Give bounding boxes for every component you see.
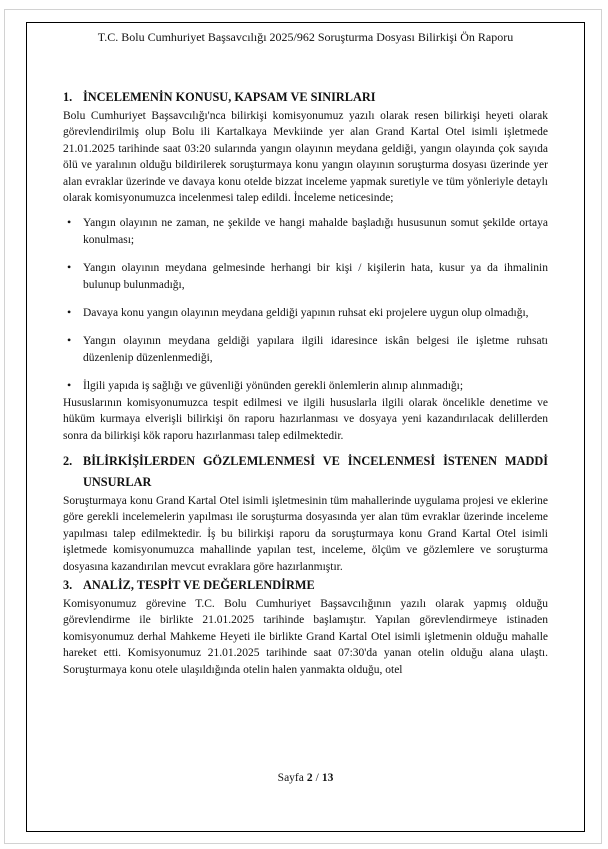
bullet-text: Yangın olayının meydana gelmesinde herhangi bir kişi / kişilerin hata, kusur ya da ihmalinin bulunup bulunmadığı,: [83, 262, 548, 291]
bullet-item: [63, 215, 548, 248]
section-1-bullet-list: [63, 215, 548, 394]
bullet-item: [63, 305, 548, 321]
section-3: [63, 575, 548, 678]
bullet-icon: •: [67, 305, 72, 320]
bullet-text: Davaya konu yangın olayının meydana geldiği yapının ruhsat eki projelere uygun olup olmadığı,: [83, 307, 529, 320]
section-1-title: İNCELEMENİN KONUSU, KAPSAM VE SINIRLARI: [83, 90, 376, 104]
page-footer: [27, 771, 584, 786]
footer-label: Sayfa: [277, 772, 304, 784]
section-1-number: 1.: [63, 90, 73, 104]
bullet-item: [63, 378, 548, 394]
footer-separator: /: [315, 772, 319, 784]
report-page: [26, 22, 585, 832]
bullet-icon: •: [67, 333, 72, 348]
footer-total-pages: 13: [321, 772, 334, 784]
section-1-closing-paragraph: Hususlarının komisyonumuzca tespit edilmesi ve ilgili hususlarla ilgili olarak öncelikle denetime ve hüküm kurmaya elverişli bilirkişi ön raporu hazırlanması ve dosyaya yeni kazandırılacak delillerden sonra da bilirkişi kök raporu hazırlanması talep edilmektedir.: [63, 396, 548, 442]
section-2-number: 2.: [63, 453, 73, 468]
section-2-title: BİLİRKİŞİLERDEN GÖZLEMLENMESİ VE İNCELENMESİ İSTENEN MADDİ UNSURLAR: [83, 453, 548, 489]
section-2: [63, 451, 548, 575]
report-body: [27, 87, 584, 678]
bullet-text: Yangın olayının meydana geldiği yapılara ilgili idaresince iskân belgesi ile işletme ruhsatı düzenlenip düzenlenmediği,: [83, 335, 548, 364]
section-2-heading: [63, 451, 548, 493]
section-1: [63, 87, 548, 444]
bullet-text: İlgili yapıda iş sağlığı ve güvenliği yönünden gerekli önlemlerin alınıp alınmadığı;: [83, 380, 464, 393]
section-2-paragraph: Soruşturmaya konu Grand Kartal Otel isimli işletmesinin tüm mahallerinde uygulama projesi ve eklerine göre gerekli incelemelerin yapılması ile soruşturma dosyasında yer alan tüm evraklar üzerinde inceleme yapılması talep edilmektedir. İş bu bilirkişi raporu da soruşturmaya konu Grand Kartal Otel isimli işletmede komisyonumuzca mahallinde yapılan test, inceleme, ölçüm ve gözlemlere ve soruşturma dosyasına kazandırılan mevcut evraklara göre hazırlanmıştır.: [63, 494, 548, 573]
section-3-title: ANALİZ, TESPİT VE DEĞERLENDİRME: [83, 577, 315, 592]
footer-current-page: 2: [306, 772, 313, 784]
report-header-title: T.C. Bolu Cumhuriyet Başsavcılığı 2025/962 Soruşturma Dosyası Bilirkişi Ön Raporu: [97, 30, 514, 44]
section-3-number: 3.: [63, 577, 73, 592]
section-3-paragraph: Komisyonumuz görevine T.C. Bolu Cumhuriyet Başsavcılığının yazılı olarak yapmış olduğu görevlendirme ile birlikte 21.01.2025 tarihinde başlamıştır. Yapılan görevlendirmeye istinaden komisyonumuz derhal Mahkeme Heyeti ile birlikte Grand Kartal Otel isimli işletmenin olduğu mahalle hareket etti. Komisyonumuz 21.01.2025 tarihinde saat 07:30'da yanan otelin olduğu alana ulaştı. Soruşturmaya konu otele ulaşıldığında otelin halen yanmakta olduğu, otel: [63, 597, 548, 676]
section-1-intro-paragraph: Bolu Cumhuriyet Başsavcılığı'nca bilirkişi komisyonumuz yazılı olarak resen bilirkişi heyeti olarak görevlendirilmiş olup Bolu ili Kartalkaya Mevkiinde yer alan Grand Kartal Otel isimli işletmede 21.01.2025 tarihinde saat 03:20 sularında yangın olayının meydana geldiği, yangın olayında çok sayıda ölü ve yaralının olduğu bildirilerek soruşturmaya konu yangın olayının soruşturma dosyası üzerinde yer alan evraklar üzerinde ve davaya konu otelde bizzat inceleme yapmak suretiyle ve tüm yönleriyle detaylı olarak komisyonumuzca incelenmesi talep edildi. İnceleme neticesinde;: [63, 110, 548, 205]
bullet-icon: •: [67, 260, 72, 275]
bullet-item: [63, 260, 548, 293]
bullet-item: [63, 333, 548, 366]
section-1-heading: [63, 87, 548, 108]
bullet-text: Yangın olayının ne zaman, ne şekilde ve hangi mahalde başladığı hususunun somut şekilde ortaya konulması;: [83, 217, 548, 246]
bullet-icon: •: [67, 378, 72, 393]
section-3-heading: [63, 575, 548, 596]
bullet-icon: •: [67, 215, 72, 230]
